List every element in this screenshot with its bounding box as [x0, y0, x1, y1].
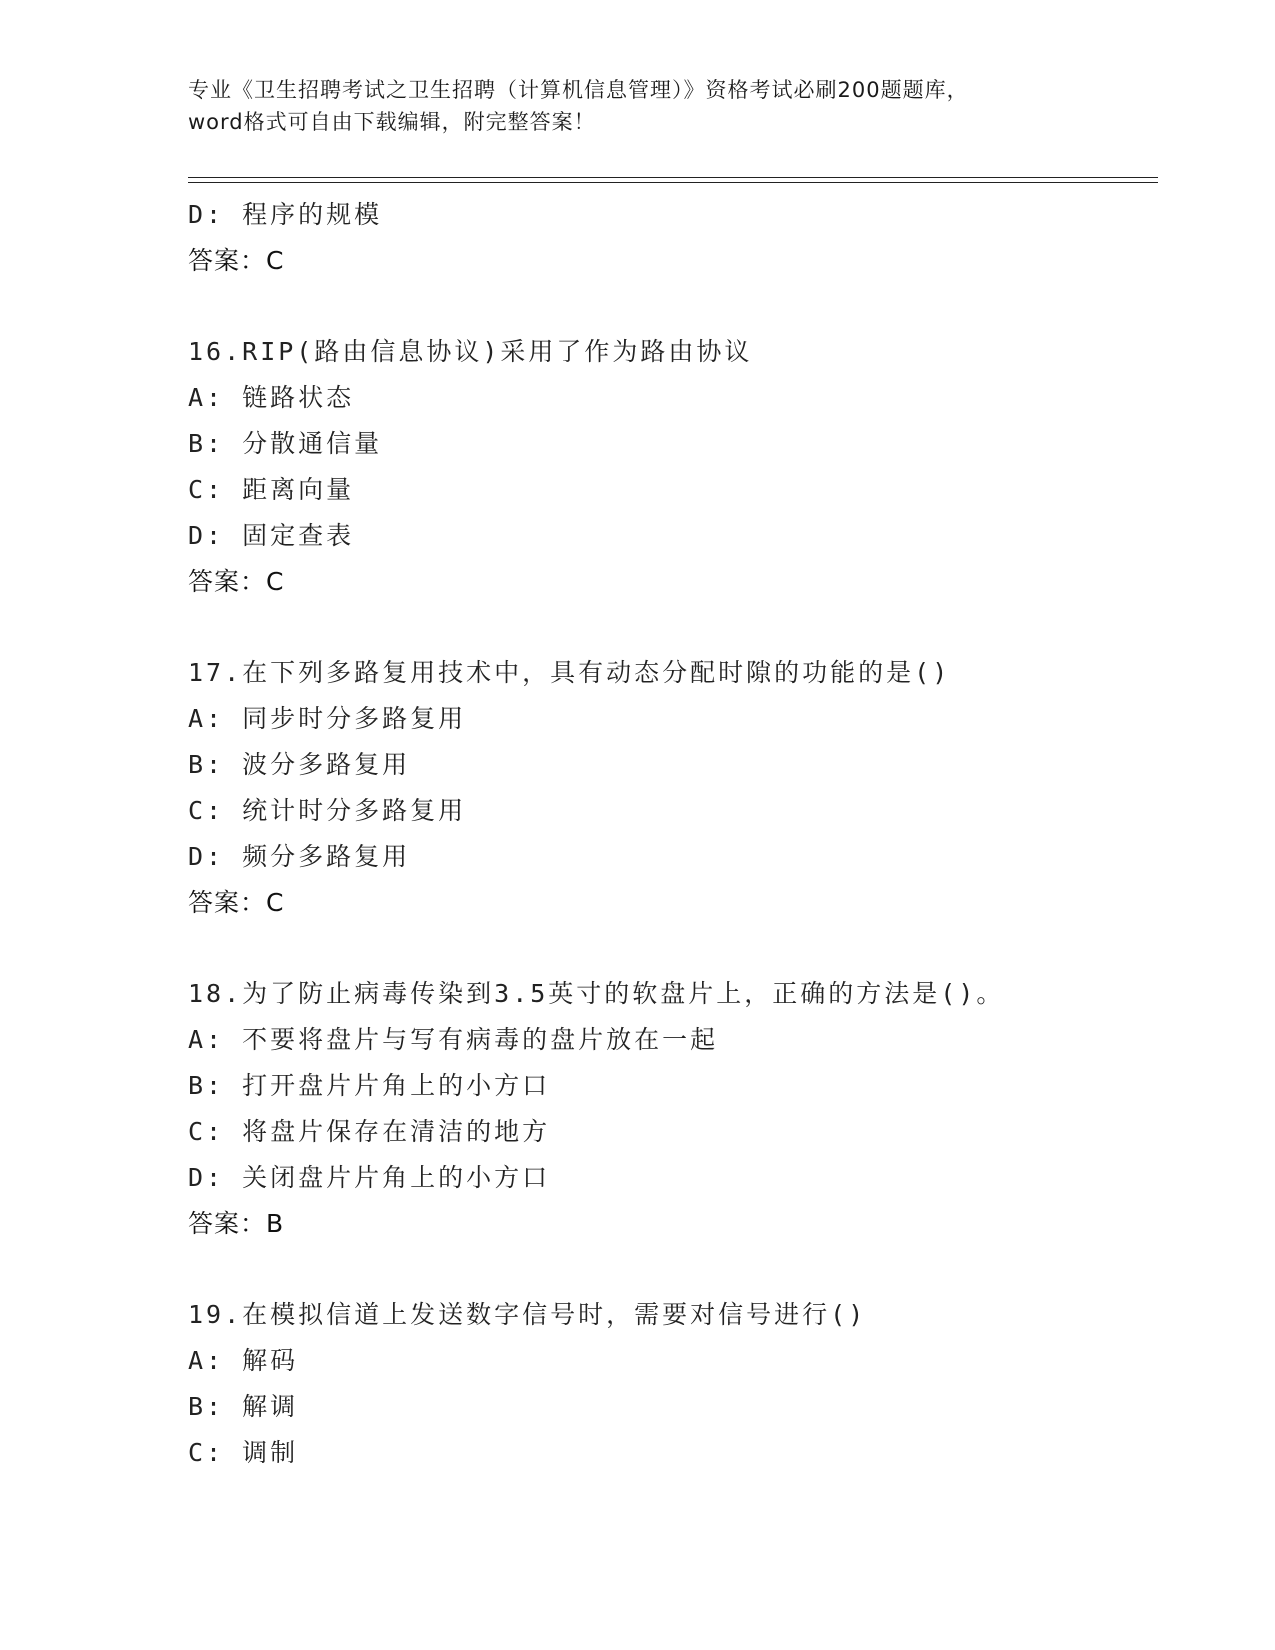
question-stem: 18.为了防止病毒传染到3.5英寸的软盘片上，正确的方法是()。: [188, 979, 1005, 1008]
option-b: B: 打开盘片片角上的小方口: [188, 1071, 551, 1100]
option-b: B: 分散通信量: [188, 429, 383, 458]
question-stem: 19.在模拟信道上发送数字信号时，需要对信号进行(): [188, 1300, 867, 1329]
spacer: [188, 605, 1148, 650]
option-d: D: 关闭盘片片角上的小方口: [188, 1163, 551, 1192]
answer-line: 答案：C: [188, 888, 285, 917]
answer-line: 答案：B: [188, 1209, 285, 1238]
question-list: [188, 192, 1148, 1476]
option-d: D: 固定查表: [188, 521, 355, 550]
spacer: [188, 926, 1148, 971]
question-stem: 17.在下列多路复用技术中，具有动态分配时隙的功能的是(): [188, 658, 951, 687]
option-b: B: 解调: [188, 1392, 299, 1421]
spacer: [188, 284, 1148, 329]
header-line-2: word格式可自由下载编辑，附完整答案！: [188, 110, 596, 134]
option-a: A: 同步时分多路复用: [188, 704, 467, 733]
header-divider-bottom: [188, 182, 1158, 183]
option-c: C: 调制: [188, 1438, 299, 1467]
document-header: [188, 74, 1088, 138]
spacer: [188, 1247, 1148, 1292]
option-b: B: 波分多路复用: [188, 750, 411, 779]
option-c: C: 将盘片保存在清洁的地方: [188, 1117, 551, 1146]
answer-line: 答案：C: [188, 567, 285, 596]
option-c: C: 统计时分多路复用: [188, 796, 467, 825]
option-d: D: 程序的规模: [188, 200, 383, 229]
option-d: D: 频分多路复用: [188, 842, 411, 871]
header-divider-top: [188, 177, 1158, 178]
option-a: A: 链路状态: [188, 383, 355, 412]
option-c: C: 距离向量: [188, 475, 355, 504]
question-stem: 16.RIP(路由信息协议)采用了作为路由协议: [188, 337, 753, 366]
option-a: A: 解码: [188, 1346, 299, 1375]
header-line-1: 专业《卫生招聘考试之卫生招聘（计算机信息管理）》资格考试必刷200题题库，: [188, 78, 969, 102]
answer-line: 答案：C: [188, 246, 285, 275]
option-a: A: 不要将盘片与写有病毒的盘片放在一起: [188, 1025, 719, 1054]
